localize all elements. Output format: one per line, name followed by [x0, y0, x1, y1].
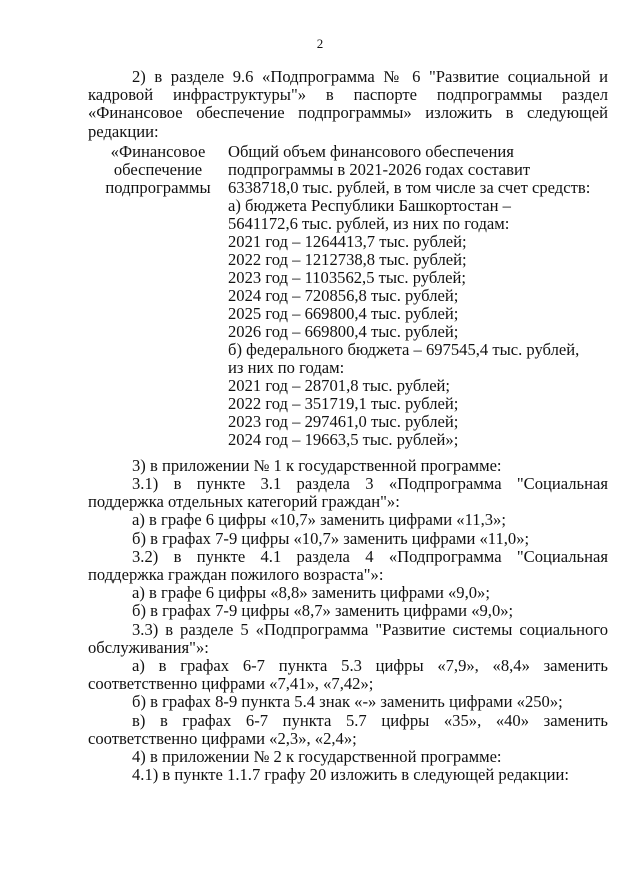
financing-line: 2022 год – 351719,1 тыс. рублей;: [228, 393, 459, 413]
item-3-1-a: а) в графе 6 цифры «10,7» заменить цифрами «11,3»;: [132, 510, 506, 530]
financing-line: из них по годам:: [228, 357, 345, 377]
financing-line: 6338718,0 тыс. рублей, в том числе за счет средств:: [228, 177, 591, 197]
financing-line: 2025 год – 669800,4 тыс. рублей;: [228, 303, 459, 323]
document-body: [88, 68, 608, 784]
financing-label: [88, 143, 228, 449]
item-4-1: 4.1) в пункте 1.1.7 графу 20 изложить в следующей редакции:: [132, 765, 569, 785]
financing-line: б) федерального бюджета – 697545,4 тыс. рублей,: [228, 339, 580, 359]
financing-line: 5641172,6 тыс. рублей, из них по годам:: [228, 213, 510, 233]
item-3-2: 3.2) в пункте 4.1 раздела 4 «Подпрограмма "Социальная поддержка граждан пожилого возраста"»:: [88, 546, 608, 585]
item-4: 4) в приложении № 2 к государственной программе:: [132, 747, 502, 767]
item-3-1: 3.1) в пункте 3.1 раздела 3 «Подпрограмма "Социальная поддержка отдельных категорий граждан"»:: [88, 474, 608, 512]
financing-details: [228, 143, 608, 449]
item-3: 3) в приложении № 1 к государственной программе:: [132, 455, 502, 475]
financing-line: Общий объем финансового обеспечения: [228, 141, 514, 161]
financing-line: 2021 год – 1264413,7 тыс. рублей;: [228, 231, 467, 251]
item-3-2-b: б) в графах 7-9 цифры «8,7» заменить цифрами «9,0»;: [132, 601, 514, 621]
page-number: 2: [316, 36, 324, 51]
financing-line: 2024 год – 720856,8 тыс. рублей;: [228, 285, 459, 305]
financing-line: 2023 год – 1103562,5 тыс. рублей;: [228, 267, 467, 287]
item-3-3-b: б) в графах 8-9 пункта 5.4 знак «-» заменить цифрами «250»;: [132, 692, 563, 712]
financing-line: 2021 год – 28701,8 тыс. рублей;: [228, 375, 451, 395]
financing-label-line: обеспечение: [113, 159, 203, 179]
financing-label-line: подпрограммы: [105, 177, 211, 197]
item-3-3: 3.3) в разделе 5 «Подпрограмма "Развитие системы социального обслуживания"»:: [88, 619, 608, 657]
financing-line: а) бюджета Республики Башкортостан –: [228, 195, 511, 215]
financing-label-line: «Финансовое: [110, 141, 206, 161]
financing-line: 2023 год – 297461,0 тыс. рублей;: [228, 411, 459, 431]
financing-line: 2026 год – 669800,4 тыс. рублей;: [228, 321, 459, 341]
item-3-2-a: а) в графе 6 цифры «8,8» заменить цифрами «9,0»;: [132, 583, 490, 603]
financing-line: подпрограммы в 2021-2026 годах составит: [228, 159, 531, 179]
financing-line: 2022 год – 1212738,8 тыс. рублей;: [228, 249, 467, 269]
item-3-3-v: в) в графах 6-7 пункта 5.7 цифры «35», «40» заменить соответственно цифрами «2,3», «2,4»;: [88, 710, 608, 748]
financing-table: [88, 143, 608, 449]
item-3-3-a: а) в графах 6-7 пункта 5.3 цифры «7,9», «8,4» заменить соответственно цифрами «7,41», «7,42»;: [88, 656, 608, 694]
financing-line: 2024 год – 19663,5 тыс. рублей»;: [228, 429, 459, 449]
item-3-1-b: б) в графах 7-9 цифры «10,7» заменить цифрами «11,0»;: [132, 528, 530, 548]
paragraph-2: 2) в разделе 9.6 «Подпрограмма № 6 "Развитие социальной и кадровой инфраструктуры"» в паспорте подпрограммы раздел «Финансовое обеспечение подпрограммы» изложить в следующей редакции:: [88, 67, 608, 141]
